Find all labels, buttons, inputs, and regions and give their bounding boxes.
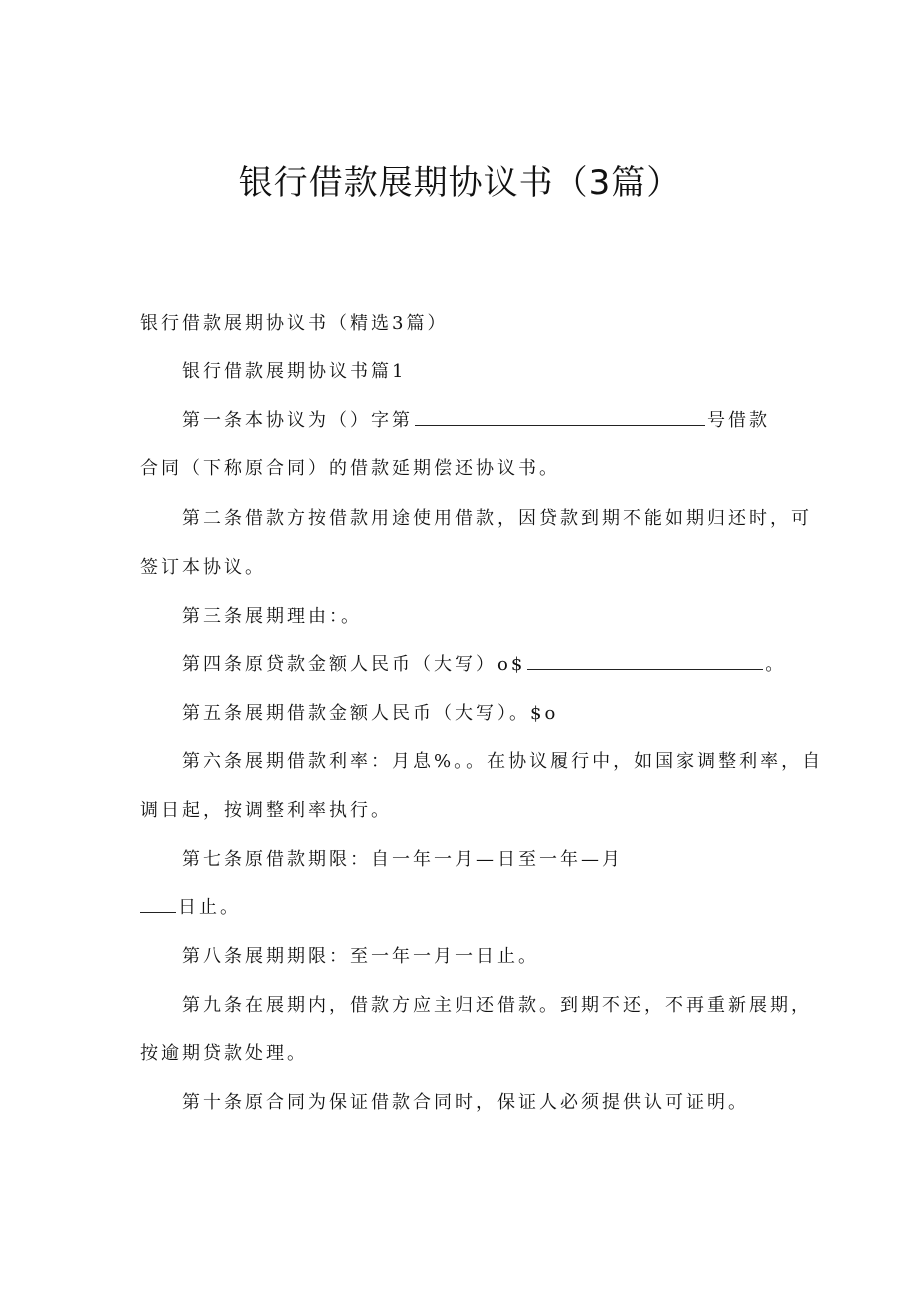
section-heading: 银行借款展期协议书篇1: [182, 361, 407, 382]
article-6-line-1: 第六条展期借款利率：月息%。。在协议履行中，如国家调整利率，自: [182, 751, 824, 772]
article-4-text-a: 第四条原贷款金额人民币（大写）o$: [182, 654, 526, 675]
article-1-line-2: 合同（下称原合同）的借款延期偿还协议书。: [140, 458, 560, 479]
loan-amount-blank: [527, 651, 763, 670]
article-7-line-2: [140, 894, 241, 922]
article-10: 第十条原合同为保证借款合同时，保证人必须提供认可证明。: [182, 1092, 749, 1113]
article-7-line-1: 第七条原借款期限：自一年一月—日至一年—月: [182, 849, 623, 870]
article-5: 第五条展期借款金额人民币（大写）。$o: [182, 703, 559, 724]
article-1-line-1: [182, 407, 770, 435]
article-2-line-2: 签订本协议。: [140, 557, 266, 578]
contract-number-blank: [415, 407, 705, 426]
article-1-text-a: 第一条本协议为（）字第: [182, 410, 413, 431]
article-4: [182, 651, 786, 679]
article-8: 第八条展期期限：至一年一月一日止。: [182, 946, 539, 967]
article-2-line-1: 第二条借款方按借款用途使用借款，因贷款到期不能如期归还时，可: [182, 508, 812, 529]
document-title: 银行借款展期协议书（3篇）: [238, 163, 682, 203]
article-7-line-2-text: 日止。: [178, 897, 241, 918]
article-9-line-1: 第九条在展期内，借款方应主归还借款。到期不还，不再重新展期，: [182, 995, 812, 1016]
article-4-text-b: 。: [765, 654, 787, 675]
end-day-blank: [140, 894, 176, 913]
article-9-line-2: 按逾期贷款处理。: [140, 1043, 308, 1064]
article-3: 第三条展期理由：。: [182, 606, 362, 627]
document-subtitle: 银行借款展期协议书（精选3篇）: [140, 313, 449, 334]
article-6-line-2: 调日起，按调整利率执行。: [140, 800, 392, 821]
article-1-text-b: 号借款: [707, 410, 770, 431]
